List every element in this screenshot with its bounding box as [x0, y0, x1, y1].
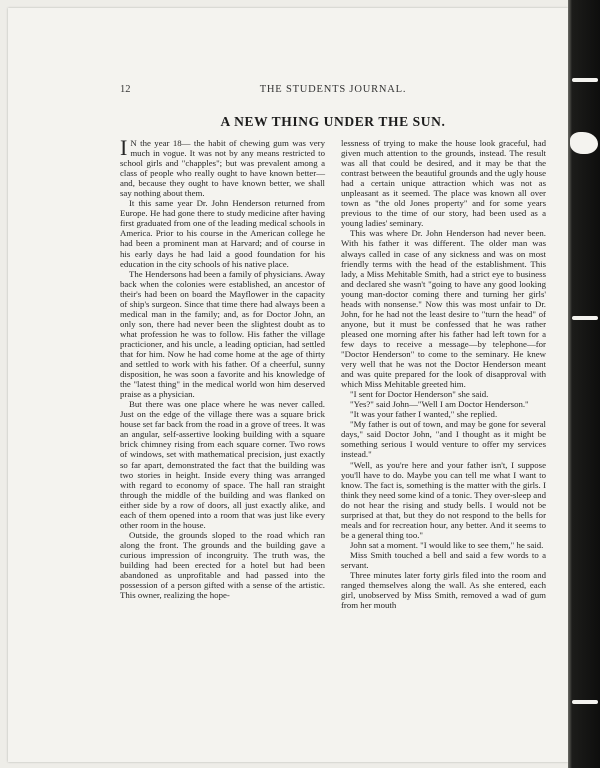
paragraph-text: N the year 18— the habit of chewing gum was very much in vogue. It was not by any means restricted to school girls and "chapples"; but was prevalent among a class of people who really ought to have known better—and, because they ought to have known better, we shall say nothing about them.	[120, 138, 325, 199]
paragraph-text: "Yes?" said John—"Well I am Doctor Henderson."	[350, 399, 529, 410]
paragraph-text: Miss Smith touched a bell and said a few words to a servant.	[341, 549, 546, 570]
spine-mark	[572, 700, 598, 704]
article-column-left	[120, 135, 325, 601]
drop-cap: I	[120, 135, 128, 160]
article-paragraph	[341, 409, 546, 419]
article-paragraph	[120, 269, 325, 400]
article-paragraph	[120, 135, 325, 199]
article-paragraph	[341, 550, 546, 570]
spine-mark	[572, 316, 598, 320]
article-title: A NEW THING UNDER THE SUN.	[220, 114, 446, 129]
article-column-right	[341, 138, 546, 610]
paragraph-text: The Hendersons had been a family of physicians. Away back when the colonies were established, an ancestor of their's had been on board the Mayflower in the capacity of ship's surgeon. Since that time there had always been a medical man in the family; and, as for Doctor John, an only son, there had never been the slightest doubt as to what profession he was to follow. His father the village practicioner, and his uncle, a leading optician, had settled that for him. Now he had come home at the age of thirty and settled to work with his father. Of a cheerful, sunny disposition, he was soon a favorite and his knowledge of the "latest thing" in the medical world won him deserved praise as a physician.	[120, 268, 325, 400]
article-paragraph	[120, 399, 325, 530]
article-paragraph	[341, 540, 546, 550]
article-paragraph	[341, 399, 546, 409]
spine-mark	[572, 78, 598, 82]
article-paragraph	[341, 228, 546, 389]
page-number: 12	[120, 84, 131, 95]
paragraph-text: Three minutes later forty girls filed into the room and ranged themselves along the wall. As she entered, each girl, unobserved by Miss Smith, removed a wad of gum from her mouth	[341, 570, 546, 611]
paragraph-text: This was where Dr. John Henderson had never been. With his father it was different. The older man was always called in case of any sickness and was on most friendly terms with the head of the establishment. This lady, a Miss Mehitable Smith, had a strict eye to business and declared she wasn't "going to have any good looking young man-doctor coming there and turning her girls' heads with nonsense." Now this was most unfair to Dr. John, for he had not the least desire to "turn the head" of anyone, but it must be confessed that he was rather pleased one morning after his father had left town for a few days to receive a message—by telephone—for "Doctor Henderson" to come to the seminary. He knew very well that he was not the Doctor Henderson meant and was quite prepared for the look of disapproval with which Miss Mehitable greeted him.	[341, 228, 546, 390]
paragraph-text: It this same year Dr. John Henderson returned from Europe. He had gone there to study medicine after having first graduated from one of the leading medical schools in America. Prior to his course in the American college he had been a prominent man at Harvard; and of course in his early days he had laid a good foundation for his education in the city schools of his native place.	[120, 198, 325, 269]
article-paragraph	[120, 530, 325, 600]
article-paragraph	[341, 138, 546, 228]
spine-blot	[570, 132, 598, 154]
article-paragraph	[341, 419, 546, 459]
article-paragraph	[341, 389, 546, 399]
paragraph-text: But there was one place where he was never called. Just on the edge of the village there was a square brick house set far back from the road in a grove of trees. It was an angular, self-assertive looking building with a square brick chimney rising from each square corner. Two rows of windows, set with mathematical precision, just exactly so far apart, demonstrated the fact that the building was two stories in height. Inside every thing was arranged with regard to economy of space. The hall ran straight through the middle of the building and was flanked on either side by a row of doors, all just exactly alike, and each of them opened into a room that was just like every other room in the house.	[120, 399, 325, 530]
paragraph-text: "My father is out of town, and may be gone for several days," said Doctor John, "and I thought as it might be something serious I would venture to offer my services instead."	[341, 419, 546, 460]
paragraph-text: "Well, as you're here and your father isn't, I suppose you'll have to do. Maybe you can tell me what I want to know. The fact is, something is the matter with the girls. I think they need some kind of a tonic. They over-sleep and do not hear the rising and study bells. I would not be surprised at that, but they do not respond to the bells for meals and for recreation hour, any better. And it seems to be a general thing too."	[341, 459, 546, 540]
paragraph-text: "I sent for Doctor Henderson" she said.	[350, 389, 489, 400]
article-paragraph	[341, 460, 546, 540]
paragraph-text: "It was your father I wanted," she replied.	[350, 409, 498, 420]
article-paragraph	[120, 198, 325, 268]
paragraph-text: lessness of trying to make the house look graceful, had given much attention to the grounds, instead. The result was all that could be desired, and it may be that the contrast between the beautiful grounds and the ugly house had a certain unique attraction which was not as unpleasant as it seemed. The place was known all over town as "the old Jones property" and for some years previous to the time of our story, had been used as a young ladies' seminary.	[341, 138, 546, 229]
paragraph-text: John sat a moment. "I would like to see them," he said.	[350, 539, 544, 550]
running-header	[120, 84, 546, 100]
paragraph-text: Outside, the grounds sloped to the road which ran along the front. The grounds and the building gave a curious impression of incongruity. The truth was, the building had been erected for a hotel but had been abandoned as unprofitable and had passed into the possession of a person gifted with a sense of the artistic. This owner, realizing the hope-	[120, 529, 325, 601]
journal-title: THE STUDENTS JOURNAL.	[259, 84, 407, 95]
book-spine	[568, 0, 600, 768]
article-paragraph	[341, 570, 546, 610]
